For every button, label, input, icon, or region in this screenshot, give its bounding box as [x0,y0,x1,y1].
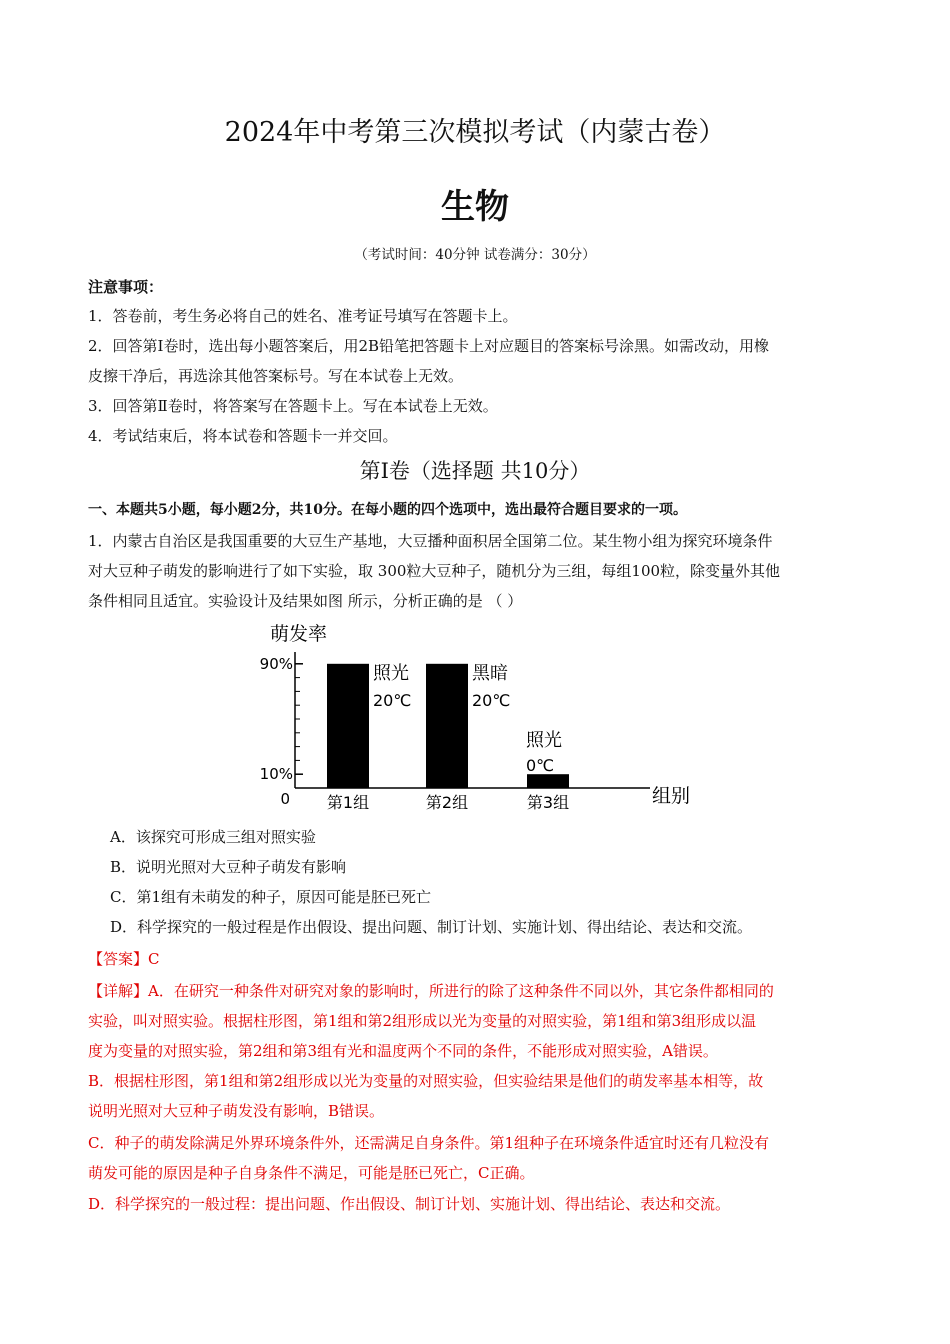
question-stem-line: 对大豆种子萌发的影响进行了如下实验，取 300粒大豆种子，随机分为三组，每组100粒，除变量外其他 [88,562,781,580]
explanation-line: 说明光照对大豆种子萌发没有影响，B错误。 [88,1102,385,1120]
explanation-line: C．种子的萌发除满足外界环境条件外，还需满足自身条件。第1组种子在环境条件适宜时还有几粒没有 [88,1134,770,1152]
note-line: 4．考试结束后，将本试卷和答题卡一并交回。 [88,427,398,445]
bar-group-2 [426,664,468,788]
note-line: 皮擦干净后，再选涂其他答案标号。写在本试卷上无效。 [88,367,464,385]
exam-title: 2024年中考第三次模拟考试（内蒙古卷） [224,117,726,148]
question-stem-line: 条件相同且适宜。实验设计及结果如图 所示，分析正确的是 （ ） [88,592,523,610]
option-d: D．科学探究的一般过程是作出假设、提出问题、制订计划、实施计划、得出结论、表达和交流。 [110,918,753,936]
explanation-line: 【详解】A．在研究一种条件对研究对象的影响时，所进行的除了这种条件不同以外，其它条件都相同的 [88,982,774,1000]
notes-heading: 注意事项： [88,278,164,296]
bar-condition-light: 照光 [373,662,409,684]
bar-condition-light: 照光 [526,730,562,752]
explanation-line: 度为变量的对照实验，第2组和第3组有光和温度两个不同的条件，不能形成对照实验，A错误。 [88,1042,718,1060]
category-label: 第3组 [526,793,570,812]
bar-group-1 [327,664,369,788]
section-instruction: 一、本题共5小题，每小题2分，共10分。在每小题的四个选项中，选出最符合题目要求的一项。 [88,502,687,518]
explanation-line: D．科学探究的一般过程：提出问题、作出假设、制订计划、实施计划、得出结论、表达和交流。 [88,1195,731,1213]
y-tick-label: 90% [259,654,293,673]
y-tick-label: 10% [259,765,293,784]
category-label: 第1组 [326,793,370,812]
y-axis-label: 萌发率 [270,623,328,645]
bar-group-3 [527,774,569,788]
section-title: 第Ⅰ卷（选择题 共10分） [359,459,591,483]
subject-title: 生物 [441,187,509,227]
bar-condition-temp: 20℃ [472,690,511,710]
x-axis-label: 组别 [652,785,691,807]
explanation-line: 实验，叫对照实验。根据柱形图，第1组和第2组形成以光为变量的对照实验，第1组和第3组形成以温 [88,1012,757,1030]
note-line: 3．回答第Ⅱ卷时，将答案写在答题卡上。写在本试卷上无效。 [88,397,498,415]
option-b: B．说明光照对大豆种子萌发有影响 [110,858,347,876]
bar-condition-light: 黑暗 [472,662,508,684]
option-c: C．第1组有未萌发的种子，原因可能是胚已死亡 [110,888,432,906]
category-label: 第2组 [425,793,469,812]
option-a: A．该探究可形成三组对照实验 [110,828,316,846]
chart-svg [240,620,710,820]
question-stem-line: 1．内蒙古自治区是我国重要的大豆生产基地，大豆播种面积居全国第二位。某生物小组为探究环境条件 [88,532,773,550]
origin-label: 0 [280,790,290,808]
explanation-line: B．根据柱形图，第1组和第2组形成以光为变量的对照实验，但实验结果是他们的萌发率基本相等，故 [88,1072,764,1090]
bar-condition-temp: 20℃ [373,690,412,710]
note-line: 2．回答第Ⅰ卷时，选出每小题答案后，用2B铅笔把答题卡上对应题目的答案标号涂黑。如需改动，用橡 [88,337,770,355]
answer: 【答案】C [88,950,160,968]
explanation-line: 萌发可能的原因是种子自身条件不满足，可能是胚已死亡，C正确。 [88,1164,535,1182]
note-line: 1．答卷前，考生务必将自己的姓名、准考证号填写在答题卡上。 [88,307,518,325]
germination-chart [240,620,710,820]
bar-condition-temp: 0℃ [526,756,555,776]
exam-info: （考试时间：40分钟 试卷满分：30分） [354,247,596,263]
